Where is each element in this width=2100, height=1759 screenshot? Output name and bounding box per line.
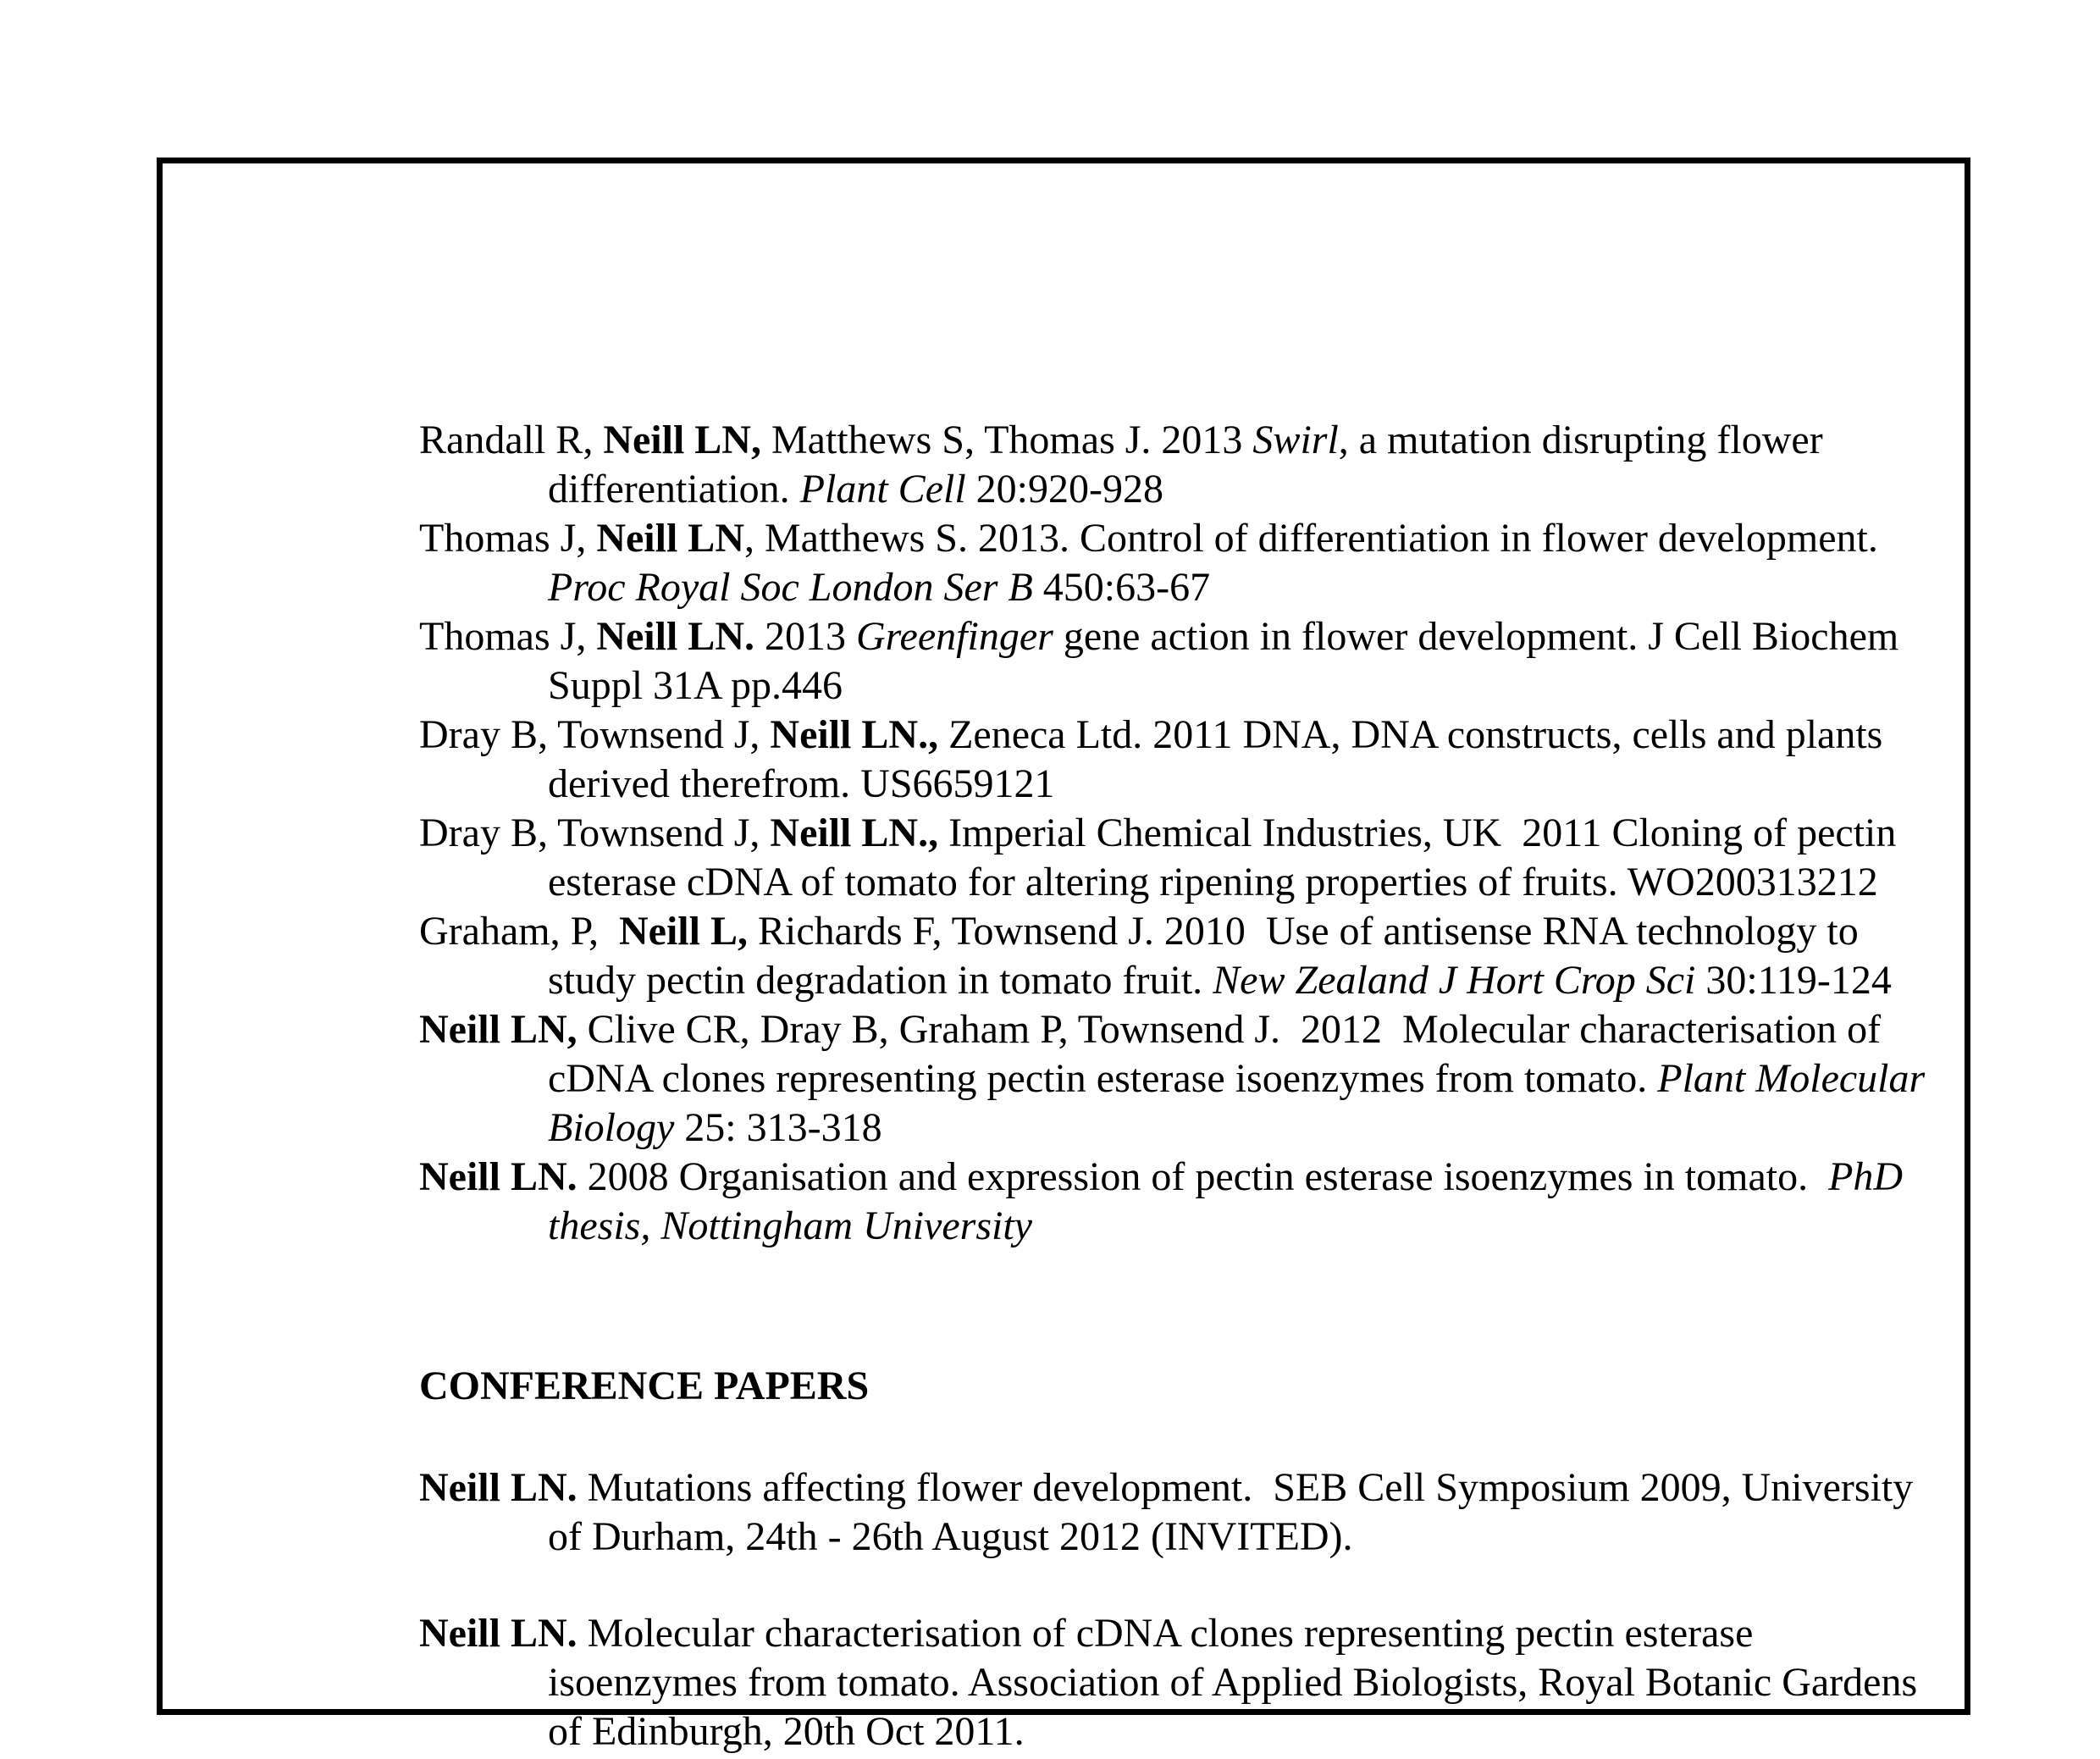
reference-item [419,711,2100,809]
reference-item-line [419,563,2100,612]
conference-item-text-run: of Edinburgh, 20th Oct 2011. [548,1709,1025,1754]
reference-item-text-run: Neill LN., [770,810,939,855]
conference-item [419,1609,2100,1756]
reference-item-text-run: Plant Molecular [1657,1056,1926,1101]
reference-item [419,809,2100,907]
conference-papers-list [419,1463,2100,1756]
reference-item-line [419,1054,2100,1104]
reference-item-line [419,711,2100,760]
reference-item-line [419,514,2100,563]
reference-item-line [419,416,2100,465]
reference-item-text-run: study pectin degradation in tomato fruit. [548,958,1213,1003]
reference-item-text-run: 25: 313-318 [674,1105,882,1150]
reference-item-text-run: esterase cDNA of tomato for altering ripening properties of fruits. WO200313212 [548,860,1878,904]
reference-item-line [419,858,2100,907]
conference-item-text-run: Neill LN. [419,1465,578,1510]
reference-item-text-run: , Matthews S. 2013. Control of differentiation in flower development. [743,516,1878,561]
reference-item-text-run: 20:920-928 [965,467,1163,512]
reference-item-line [419,465,2100,514]
reference-item-line [419,1153,2100,1202]
reference-item-text-run: Dray B, Townsend J, [419,810,771,855]
reference-item-line [419,1202,2100,1251]
reference-item-text-run: Graham, P, [419,909,619,954]
page-content [419,416,2100,1756]
reference-item-text-run: New Zealand J Hort Crop Sci [1213,958,1696,1003]
reference-item-text-run: Clive CR, Dray B, Graham P, Townsend J. 2012 Molecular characterisation of [577,1007,1882,1052]
reference-item-text-run: Neill LN, [603,418,761,462]
reference-item [419,1153,2100,1251]
reference-item [419,416,2100,514]
conference-item-text-run: of Durham, 24th - 26th August 2012 (INVITED). [548,1514,1353,1559]
conference-item-text-run: Neill LN. [419,1611,578,1656]
conference-item-line [419,1463,2100,1513]
reference-item-text-run: , a mutation disrupting flower [1338,418,1823,462]
reference-item-text-run: PhD [1828,1154,1904,1199]
reference-item-text-run: Dray B, Townsend J, [419,712,771,757]
conference-papers-heading: CONFERENCE PAPERS [419,1364,870,1408]
reference-item-text-run: Thomas J, [419,614,597,659]
reference-item-text-run: gene action in flower development. J Cell Biochem [1053,614,1899,659]
reference-item-text-run: Greenfinger [855,614,1053,659]
conference-item-line [419,1609,2100,1658]
conference-item-text-run: Mutations affecting flower development. SEB Cell Symposium 2009, University [577,1465,1914,1510]
conference-item-text-run: isoenzymes from tomato. Association of Applied Biologists, Royal Botanic Gardens [548,1660,1918,1705]
reference-item-text-run: Neill LN [596,516,744,561]
reference-item-text-run: Neill LN. [596,614,754,659]
reference-item-text-run: differentiation. [548,467,800,512]
conference-item-line [419,1707,2100,1756]
reference-item [419,612,2100,711]
reference-item-line [419,1005,2100,1054]
reference-item-text-run: Proc Royal Soc London Ser B [548,565,1033,610]
page-border [157,158,1970,1754]
reference-item-text-run: Randall R, [419,418,604,462]
reference-item-text-run: 2008 Organisation and expression of pectin esterase isoenzymes in tomato. [577,1154,1829,1199]
reference-item-text-run: 30:119-124 [1695,958,1892,1003]
reference-item-text-run: Biology [548,1105,675,1150]
reference-item-line [419,809,2100,858]
reference-item-text-run: thesis, Nottingham University [548,1203,1032,1248]
reference-item-line [419,760,2100,809]
reference-item-line [419,612,2100,661]
reference-item-text-run: Suppl 31A pp.446 [548,663,843,708]
reference-item-line [419,956,2100,1005]
reference-item-text-run: Neill LN, [419,1007,578,1052]
reference-item [419,907,2100,1005]
reference-item-line [419,907,2100,956]
conference-item-line [419,1513,2100,1562]
reference-item-line [419,661,2100,711]
conference-item-line [419,1658,2100,1707]
reference-item-text-run: Swirl [1252,418,1339,462]
reference-item-text-run: Matthews S, Thomas J. 2013 [760,418,1253,462]
reference-item-text-run: 2013 [754,614,856,659]
conference-item-text-run: Molecular characterisation of cDNA clones representing pectin esterase [577,1611,1754,1656]
reference-item-text-run: Thomas J, [419,516,597,561]
reference-item-text-run: Neill LN., [770,712,939,757]
reference-item-text-run: Neill LN. [419,1154,578,1199]
reference-item-text-run: Neill L, [618,909,748,954]
reference-item [419,514,2100,612]
reference-item-text-run: Imperial Chemical Industries, UK 2011 Cloning of pectin [938,810,1897,855]
reference-item-text-run: Zeneca Ltd. 2011 DNA, DNA constructs, cells and plants [938,712,1883,757]
conference-item [419,1463,2100,1562]
reference-item-text-run: Plant Cell [799,467,966,512]
publications-list [419,416,2100,1251]
reference-item-line [419,1104,2100,1153]
reference-item [419,1005,2100,1153]
reference-item-text-run: Richards F, Townsend J. 2010 Use of antisense RNA technology to [747,909,1859,954]
reference-item-text-run: 450:63-67 [1032,565,1211,610]
reference-item-text-run: cDNA clones representing pectin esterase isoenzymes from tomato. [548,1056,1658,1101]
reference-item-text-run: derived therefrom. US6659121 [548,761,1055,806]
